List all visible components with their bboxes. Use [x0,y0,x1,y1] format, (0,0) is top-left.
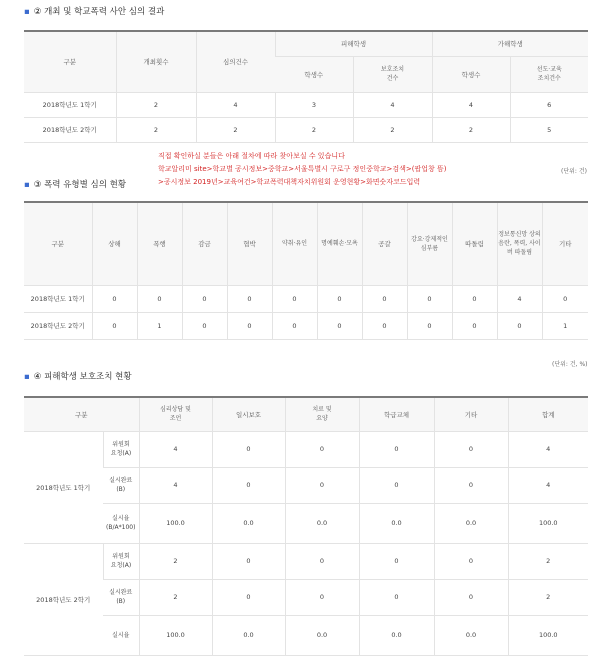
group-label: 2018학년도 1학기 [24,431,103,543]
cell: 2 [196,117,275,142]
section-title-violence-types [24,178,126,190]
cell: 0 [182,285,227,312]
row-label: 위원회 요청(A) [103,431,139,467]
row-label: 실시율 (B/A*100) [103,503,139,543]
table-row [24,615,588,655]
cell: 5 [510,117,588,142]
notice-line: >공시정보 2019년>교육여건>학교폭력대책자치위원회 운영현황>화면숫자코드입력 [158,178,421,186]
table-row [24,579,588,615]
section-bullet: ▪ [24,180,30,190]
header-offender-count: 학생수 [432,56,510,92]
cell: 2 [353,117,432,142]
table-row [24,503,588,543]
cell: 0 [407,285,452,312]
cell: 100.0 [508,615,588,655]
cell: 0 [407,312,452,339]
cell: 4 [508,431,588,467]
header-victim-count: 학생수 [275,56,353,92]
section-bullet: ▪ [24,7,30,17]
cell: 0 [434,431,508,467]
cell: 2 [116,117,196,142]
section-title-text: ③ 폭력 유형별 심의 현황 [33,180,127,190]
header-confinement: 감금 [182,202,227,285]
table-row [24,117,588,142]
cell: 4 [353,92,432,117]
cell: 4 [432,92,510,117]
cell: 2 [508,579,588,615]
cell: 0 [359,543,434,579]
header-meeting-count: 개최횟수 [116,31,196,92]
table-row [24,543,588,579]
cell: 0 [137,285,182,312]
cell: 0 [285,579,359,615]
header-other: 기타 [542,202,588,285]
cell: 4 [139,431,212,467]
cell: 0.0 [434,615,508,655]
victim-protection-table [24,396,588,656]
header-extortion: 공갈 [362,202,407,285]
unit-label: (단위: 건) [561,168,587,175]
cell: 0.0 [434,503,508,543]
cell: 0.0 [359,615,434,655]
cell: 0 [359,579,434,615]
table-row [24,92,588,117]
header-abduction: 약취·유인 [272,202,317,285]
header-treatment: 치료 및 요양 [285,397,359,431]
cell: 0 [272,285,317,312]
cell: 0 [285,431,359,467]
cell: 0 [92,312,137,339]
header-bullying: 따돌림 [452,202,497,285]
notice-line: 직접 확인하실 분들은 아래 절차에 따라 찾아보실 수 있습니다 [158,152,345,160]
header-cyber-violence: 정보통신망 상의 음란, 폭력, 사이버 따돌림 [497,202,542,285]
header-category: 구분 [24,202,92,285]
cell: 0 [212,467,285,503]
header-other: 기타 [434,397,508,431]
cell: 0 [212,543,285,579]
lookup-instructions [158,150,446,189]
row-label: 실시율 [103,615,139,655]
cell: 4 [196,92,275,117]
header-category: 구분 [24,397,139,431]
header-protection-measures: 보호조치 건수 [353,56,432,92]
cell: 4 [139,467,212,503]
group-label: 2018학년도 2학기 [24,543,103,655]
cell: 0 [285,467,359,503]
cell: 0.0 [359,503,434,543]
section-title-deliberation-results [24,5,164,17]
cell: 1 [137,312,182,339]
table-row [24,312,588,339]
cell: 0 [362,285,407,312]
cell: 0 [452,285,497,312]
header-defamation: 명예훼손·모욕 [317,202,362,285]
cell: 0 [212,431,285,467]
violence-types-table [24,201,588,340]
cell: 0 [452,312,497,339]
cell: 4 [497,285,542,312]
row-label: 실시완료 (B) [103,579,139,615]
cell: 0.0 [285,503,359,543]
cell: 4 [508,467,588,503]
header-offending-students: 가해학생 [432,31,588,56]
header-injury: 상해 [92,202,137,285]
row-label: 2018학년도 1학기 [24,285,92,312]
row-label: 실시완료 (B) [103,467,139,503]
header-temporary-protection: 일시보호 [212,397,285,431]
header-threat: 협박 [227,202,272,285]
header-class-change: 학급교체 [359,397,434,431]
cell: 0 [434,467,508,503]
section-bullet: ▪ [24,372,30,382]
cell: 2 [116,92,196,117]
header-victim-students: 피해학생 [275,31,432,56]
notice-line: 학교알리미 site>학교별 공시정보>중학교>서울특별시 구로구 정인중학교>검색>(팝업창 뜸) [158,165,447,173]
cell: 2 [275,117,353,142]
cell: 2 [508,543,588,579]
header-case-count: 심의건수 [196,31,275,92]
cell: 0 [317,285,362,312]
deliberation-results-table [24,30,588,143]
header-assault: 폭행 [137,202,182,285]
section-title-victim-protection [24,370,132,382]
header-guidance-measures: 선도·교육 조치건수 [510,56,588,92]
table-row [24,285,588,312]
cell: 0 [285,543,359,579]
cell: 0.0 [285,615,359,655]
table-row [24,467,588,503]
cell: 2 [139,579,212,615]
section-title-text: ② 개최 및 학교폭력 사안 심의 결과 [33,7,165,17]
cell: 100.0 [508,503,588,543]
header-total: 합계 [508,397,588,431]
cell: 0 [317,312,362,339]
cell: 0 [359,431,434,467]
header-counseling: 심리상담 및 조언 [139,397,212,431]
cell: 0 [272,312,317,339]
cell: 1 [542,312,588,339]
cell: 0 [182,312,227,339]
cell: 100.0 [139,615,212,655]
row-label: 2018학년도 2학기 [24,117,116,142]
cell: 0 [434,543,508,579]
cell: 100.0 [139,503,212,543]
cell: 0 [227,312,272,339]
header-category: 구분 [24,31,116,92]
cell: 0 [359,467,434,503]
cell: 0 [497,312,542,339]
row-label: 2018학년도 2학기 [24,312,92,339]
cell: 2 [432,117,510,142]
cell: 6 [510,92,588,117]
table-row [24,431,588,467]
section-title-text: ④ 피해학생 보호조치 현황 [33,372,132,382]
header-coercion: 강요·강제적인 심부름 [407,202,452,285]
cell: 2 [139,543,212,579]
cell: 0 [434,579,508,615]
cell: 0 [212,579,285,615]
unit-label: (단위: 건, %) [552,361,588,368]
cell: 0 [92,285,137,312]
row-label: 위원회 요청(A) [103,543,139,579]
cell: 3 [275,92,353,117]
cell: 0.0 [212,503,285,543]
cell: 0 [227,285,272,312]
row-label: 2018학년도 1학기 [24,92,116,117]
cell: 0 [542,285,588,312]
cell: 0.0 [212,615,285,655]
cell: 0 [362,312,407,339]
